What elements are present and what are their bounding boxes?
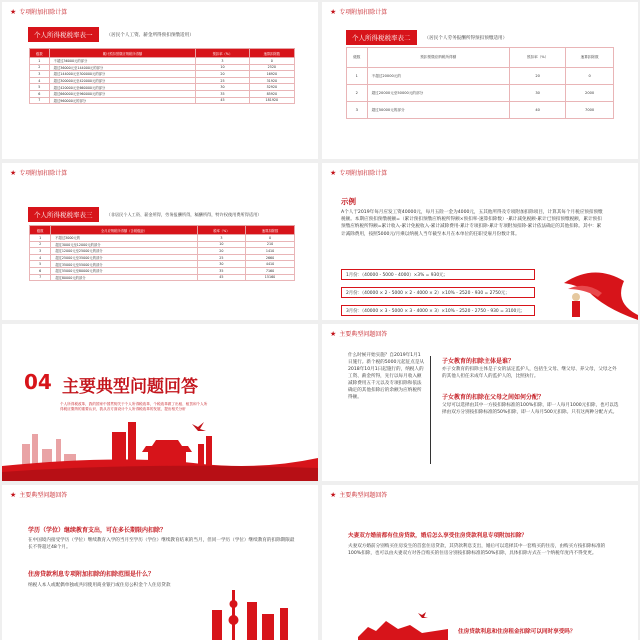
table-cell: 6 <box>30 90 50 97</box>
table-cell: 30 <box>197 261 245 268</box>
slide-header: ★ 主要典型问题回答 <box>10 490 68 499</box>
table-cell: 25 <box>196 77 249 84</box>
table-cell: 6 <box>30 267 51 274</box>
table-cell: 0 <box>566 68 614 85</box>
table-cell: 10 <box>196 64 249 71</box>
table-note: （居民个人工资、薪金所得预扣预缴适用） <box>103 30 198 40</box>
star-icon: ★ <box>330 168 337 177</box>
slide-qa-housing-loan <box>322 485 638 640</box>
table-cell: 超过3000元至12000元的部分 <box>51 241 197 248</box>
table-cell: 7000 <box>566 102 614 119</box>
table-cell: 3 <box>347 102 368 119</box>
calc-month-1: 1月份：（40000 - 5000 - 4000）×3% = 930元； <box>341 269 535 280</box>
table-caption <box>346 30 511 45</box>
table-row <box>30 261 295 268</box>
table-cell: 210 <box>246 241 295 248</box>
table-cell: 超过55000元至80000元的部分 <box>51 267 197 274</box>
table-tag: 个人所得税税率表一 <box>28 27 99 42</box>
table-row <box>347 85 614 102</box>
table-cell: 7 <box>30 97 50 104</box>
slide-tax-table-1 <box>2 2 318 159</box>
slide-header: ★ 专项附加扣除计算 <box>10 168 68 177</box>
table-cell: 7160 <box>246 267 295 274</box>
table-cell: 1 <box>347 68 368 85</box>
table-cell: 2660 <box>246 254 295 261</box>
table-cell: 1 <box>30 235 51 242</box>
table-row <box>30 267 295 274</box>
table-cell: 2 <box>347 85 368 102</box>
table-cell: 85920 <box>249 90 294 97</box>
answer-1: 亦子女教育的扣除主体是子女的法定监护人，包括生父母、继父母、养父母，父母之外的其他人担任未成年人的监护人的，比照执行。 <box>442 367 617 379</box>
table-header-cell: 预扣率（%） <box>196 49 249 58</box>
star-icon: ★ <box>330 490 337 499</box>
table-row <box>30 77 295 84</box>
table-header-cell: 速算扣除数 <box>566 48 614 68</box>
slide-qa-education-housing <box>2 485 318 640</box>
star-icon: ★ <box>330 7 337 16</box>
tax-table-2 <box>346 47 614 119</box>
tower-skyline-illustration <box>202 580 318 640</box>
table-cell: 3 <box>30 248 51 255</box>
table-cell: 45 <box>197 274 245 281</box>
slide-section-cover <box>2 324 318 481</box>
slide-header: ★ 主要典型问题回答 <box>330 329 388 338</box>
question-1: 子女教育的扣除主体是谁？ <box>442 358 515 365</box>
table-cell: 20 <box>197 248 245 255</box>
great-wall-illustration <box>358 607 448 640</box>
table-row <box>30 235 295 242</box>
table-cell: 超过300000元至420000元的部分 <box>49 77 196 84</box>
tax-table-1 <box>29 48 295 104</box>
table-row <box>347 102 614 119</box>
section-description: 个人所得税改革，我的国家中国贯彻关于个人所得税改革，个税改革做了出租、租赁和个人所得税应缴纳的重要认识，我从各方面设计个人所得税改革的发展，提出相关分析 <box>60 402 208 411</box>
left-answer-text: 什么时候开始实施？自2019年1月1日施行。新个税的5000元起征点是从2018年10月1日起施行的，纳税人的工资、薪金所得，先行以每月收入额减除费用五千元以及专项扣除和依法确定的其他扣除后的余额为应纳税所得额。 <box>348 353 425 400</box>
slide-header: ★ 专项附加扣除计算 <box>330 7 388 16</box>
table-cell: 3 <box>196 58 249 65</box>
table-tag: 个人所得税税率表二 <box>346 30 417 45</box>
table-cell: 52920 <box>249 84 294 91</box>
table-cell: 16920 <box>249 71 294 78</box>
slide-header: ★ 主要典型问题回答 <box>330 490 388 499</box>
table-row <box>30 58 295 65</box>
table-cell: 35 <box>197 267 245 274</box>
table-header-cell: 累计预扣预缴应纳税所得额 <box>49 49 196 58</box>
table-row <box>30 241 295 248</box>
table-cell: 40 <box>509 102 565 119</box>
calc-month-3: 3月份：（40000 × 3 - 5000 × 3 - 4000 × 3）×10% - 2520 - 2750 - 930 = 3100元； <box>341 305 535 316</box>
table-cell: 45 <box>196 97 249 104</box>
table-cell: 31920 <box>249 77 294 84</box>
table-row <box>30 248 295 255</box>
example-text: A个人于2019年每月应发工资40000元，每月五险一金为4000元，五其他所得及专项附加扣除项目，计算其每个月税应预扣预缴税额。本期应预扣预缴税额=（累计预扣预缴应纳税所得额×预扣率-速算扣除数）-累计减免税额-累计已预扣预缴税额，累计预扣预缴应纳税所得额=累计收入-累计免税收入-累计减除费用-累计专项扣除-累计专项附加扣除-累计依法确定的其他扣除。其中：累计减除费用，按照5000元/月乘以纳税人当年截至本月在本单位的任职受雇月份数计算。 <box>341 210 603 237</box>
answer-2: 父母可以选择由其中一方按扣除标准的100%扣除，即一人每月1000元扣除，也可以选择由双方分别按扣除标准的50%扣除，即一人每月500元扣除。只有这两种分配方式。 <box>442 403 619 415</box>
table-cell: 不超过20000元的 <box>367 68 509 85</box>
table-cell: 超过960000元的部分 <box>49 97 196 104</box>
table-header-cell: 速算扣除数 <box>246 226 295 235</box>
table-header-cell: 级数 <box>30 226 51 235</box>
question-2: 住房贷款利息和住房租金扣除可以同时享受吗？ <box>458 629 576 635</box>
table-tag: 个人所得税税率表三 <box>28 207 99 222</box>
table-cell: 0 <box>249 58 294 65</box>
slide-qa-child-education <box>322 324 638 481</box>
question-1: 学历（学位）继续教育支出，可在多长期限内扣除？ <box>28 527 167 534</box>
example-title: 示例 <box>341 197 356 206</box>
table-note: （非居民个人工资、薪金所得，劳务报酬所得，稿酬所得，特许权使用费所得适用） <box>103 210 266 220</box>
table-cell: 35 <box>196 90 249 97</box>
section-number: 04 <box>24 370 52 394</box>
table-row <box>30 90 295 97</box>
table-cell: 1410 <box>246 248 295 255</box>
table-header-cell: 级数 <box>30 49 50 58</box>
table-header-cell: 预扣率（%） <box>509 48 565 68</box>
question-1: 夫妻双方婚前都有住房贷款，婚后怎么享受住房贷款利息专项附加扣除？ <box>348 533 528 539</box>
table-cell: 4 <box>30 254 51 261</box>
table-cell: 超过20000元至50000元的部分 <box>367 85 509 102</box>
table-cell: 5 <box>30 84 50 91</box>
table-caption <box>28 207 265 222</box>
table-cell: 2000 <box>566 85 614 102</box>
table-row <box>30 84 295 91</box>
table-row <box>30 64 295 71</box>
table-row <box>30 71 295 78</box>
answer-1: 夫妻双方婚前分别购买住房发生的首套住房贷款，其贷款利息支出，婚后可以选择其中一套购买的住房，由购买方按扣除标准的100%扣除，也可以由夫妻双方对各自购买的住房分别按扣除标准的50%扣除，具体扣除方式在一个纳税年度内不得变更。 <box>348 544 606 556</box>
table-cell: 30 <box>196 84 249 91</box>
table-row <box>347 68 614 85</box>
slide-tax-table-3 <box>2 163 318 320</box>
table-cell: 30 <box>509 85 565 102</box>
table-header-cell: 全月应纳税所得额（含税级距） <box>51 226 197 235</box>
star-icon: ★ <box>10 490 17 499</box>
star-icon: ★ <box>10 7 17 16</box>
table-cell: 2 <box>30 241 51 248</box>
tax-table-3 <box>29 225 295 281</box>
table-cell: 7 <box>30 274 51 281</box>
question-2: 子女教育的扣除在父母之间如何分配？ <box>442 394 545 401</box>
table-cell: 20 <box>196 71 249 78</box>
slide-tax-table-2 <box>322 2 638 159</box>
table-row <box>30 97 295 104</box>
table-cell: 5 <box>30 261 51 268</box>
table-cell: 1 <box>30 58 50 65</box>
table-cell: 超过420000元至660000元的部分 <box>49 84 196 91</box>
city-skyline-illustration <box>2 414 318 481</box>
table-cell: 超过660000元至960000元的部分 <box>49 90 196 97</box>
table-cell: 超过12000元至25000元的部分 <box>51 248 197 255</box>
table-cell: 25 <box>197 254 245 261</box>
table-cell: 超过35000元至55000元的部分 <box>51 261 197 268</box>
calc-month-2: 2月份：（40000 × 2 - 5000 × 2 - 4000 × 2）×10% - 2520 - 930 = 2750元； <box>341 287 535 298</box>
table-cell: 2 <box>30 64 50 71</box>
red-flag-illustration <box>554 263 638 320</box>
table-header-cell: 速算扣除数 <box>249 49 294 58</box>
table-cell: 181920 <box>249 97 294 104</box>
section-title: 主要典型问题回答 <box>62 377 198 397</box>
table-cell: 不超过36000元的部分 <box>49 58 196 65</box>
table-cell: 20 <box>509 68 565 85</box>
divider <box>430 356 431 464</box>
table-cell: 0 <box>246 235 295 242</box>
table-cell: 10 <box>197 241 245 248</box>
table-header-cell: 预扣预缴应纳税所得额 <box>367 48 509 68</box>
table-caption <box>28 27 198 42</box>
table-cell: 4410 <box>246 261 295 268</box>
star-icon: ★ <box>10 168 17 177</box>
table-cell: 超过80000元的部分 <box>51 274 197 281</box>
slide-header: ★ 专项附加扣除计算 <box>10 7 68 16</box>
table-cell: 不超过3000元的 <box>51 235 197 242</box>
star-icon: ★ <box>330 329 337 338</box>
answer-2: 纳税人本人或配偶单独或共同使用商业银行或住房公积金个人住房贷款 <box>28 583 171 588</box>
table-cell: 超过36000元至144000元的部分 <box>49 64 196 71</box>
table-row <box>30 274 295 281</box>
table-cell: 超过25000元至35000元的部分 <box>51 254 197 261</box>
table-header-cell: 税率（%） <box>197 226 245 235</box>
table-cell: 超过144000元至300000元的部分 <box>49 71 196 78</box>
table-row <box>30 254 295 261</box>
table-cell: 超过50000元的部分 <box>367 102 509 119</box>
table-cell: 15160 <box>246 274 295 281</box>
slide-example <box>322 163 638 320</box>
table-cell: 3 <box>30 71 50 78</box>
slide-header: ★ 专项附加扣除计算 <box>330 168 388 177</box>
table-cell: 3 <box>197 235 245 242</box>
table-cell: 4 <box>30 77 50 84</box>
question-2: 住房贷款利息专项附加扣除的扣除范围是什么？ <box>28 571 155 578</box>
answer-1: 在中国境内接受学历（学位）继续教育入学的当月至学历（学位）继续教育结束的当月，但同一学历（学位）继续教育的扣除期限最长不得超过48个月。 <box>28 538 295 550</box>
table-cell: 2520 <box>249 64 294 71</box>
table-note: （居民个人劳务报酬所得预扣预缴适用） <box>421 33 512 43</box>
table-header-cell: 级数 <box>347 48 368 68</box>
